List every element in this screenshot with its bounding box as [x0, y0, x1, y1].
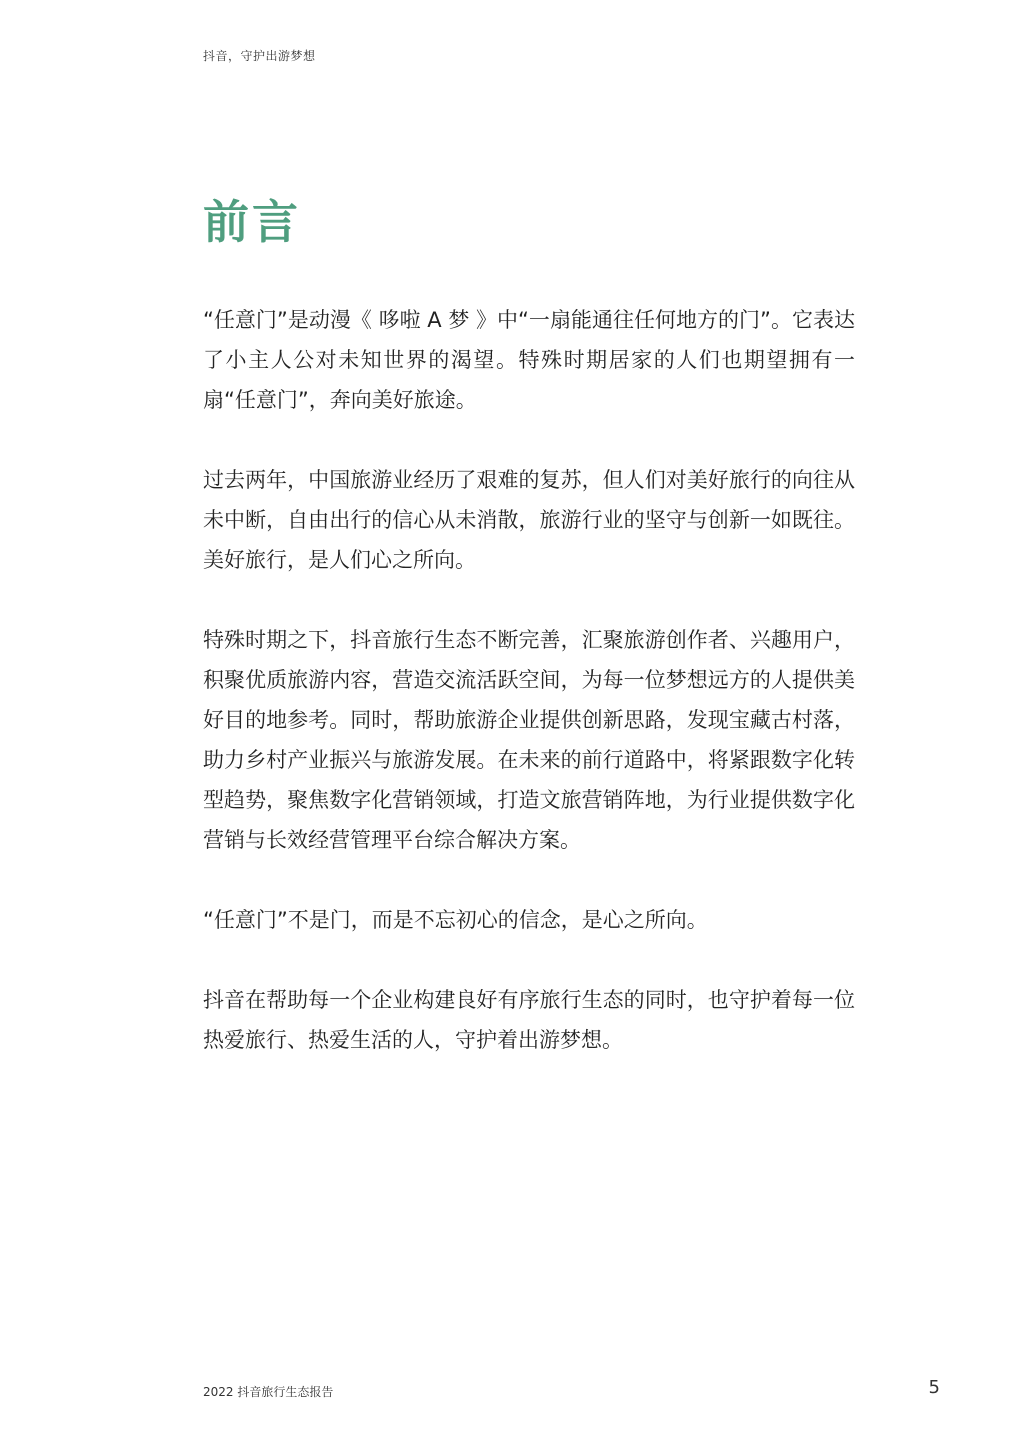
paragraph-1: “任意门”是动漫《 哆啦 A 梦 》中“一扇能通往任何地方的门”。它表达了小主人公对未知世界的渴望。特殊时期居家的人们也期望拥有一扇“任意门”，奔向美好旅途。 [203, 308, 855, 412]
paragraph-2: 过去两年，中国旅游业经历了艰难的复苏，但人们对美好旅行的向往从未中断，自由出行的信心从未消散，旅游行业的坚守与创新一如既往。美好旅行，是人们心之所向。 [203, 468, 855, 572]
running-header: 抖音，守护出游梦想 [203, 49, 316, 63]
preface-body [203, 300, 855, 1100]
paragraph-5: 抖音在帮助每一个企业构建良好有序旅行生态的同时，也守护着每一位热爱旅行、热爱生活的人，守护着出游梦想。 [203, 988, 855, 1052]
paragraph-3: 特殊时期之下，抖音旅行生态不断完善，汇聚旅游创作者、兴趣用户，积聚优质旅游内容，营造交流活跃空间，为每一位梦想远方的人提供美好目的地参考。同时，帮助旅游企业提供创新思路，发现宝藏古村落，助力乡村产业振兴与旅游发展。在未来的前行道路中，将紧跟数字化转型趋势，聚焦数字化营销领域，打造文旅营销阵地，为行业提供数字化营销与长效经营管理平台综合解决方案。 [203, 628, 855, 852]
page-title: 前言 [203, 195, 301, 249]
page-number: 5 [928, 1377, 940, 1398]
paragraph-4: “任意门”不是门，而是不忘初心的信念，是心之所向。 [203, 908, 708, 932]
footer-report-title: 2022 抖音旅行生态报告 [203, 1385, 334, 1399]
